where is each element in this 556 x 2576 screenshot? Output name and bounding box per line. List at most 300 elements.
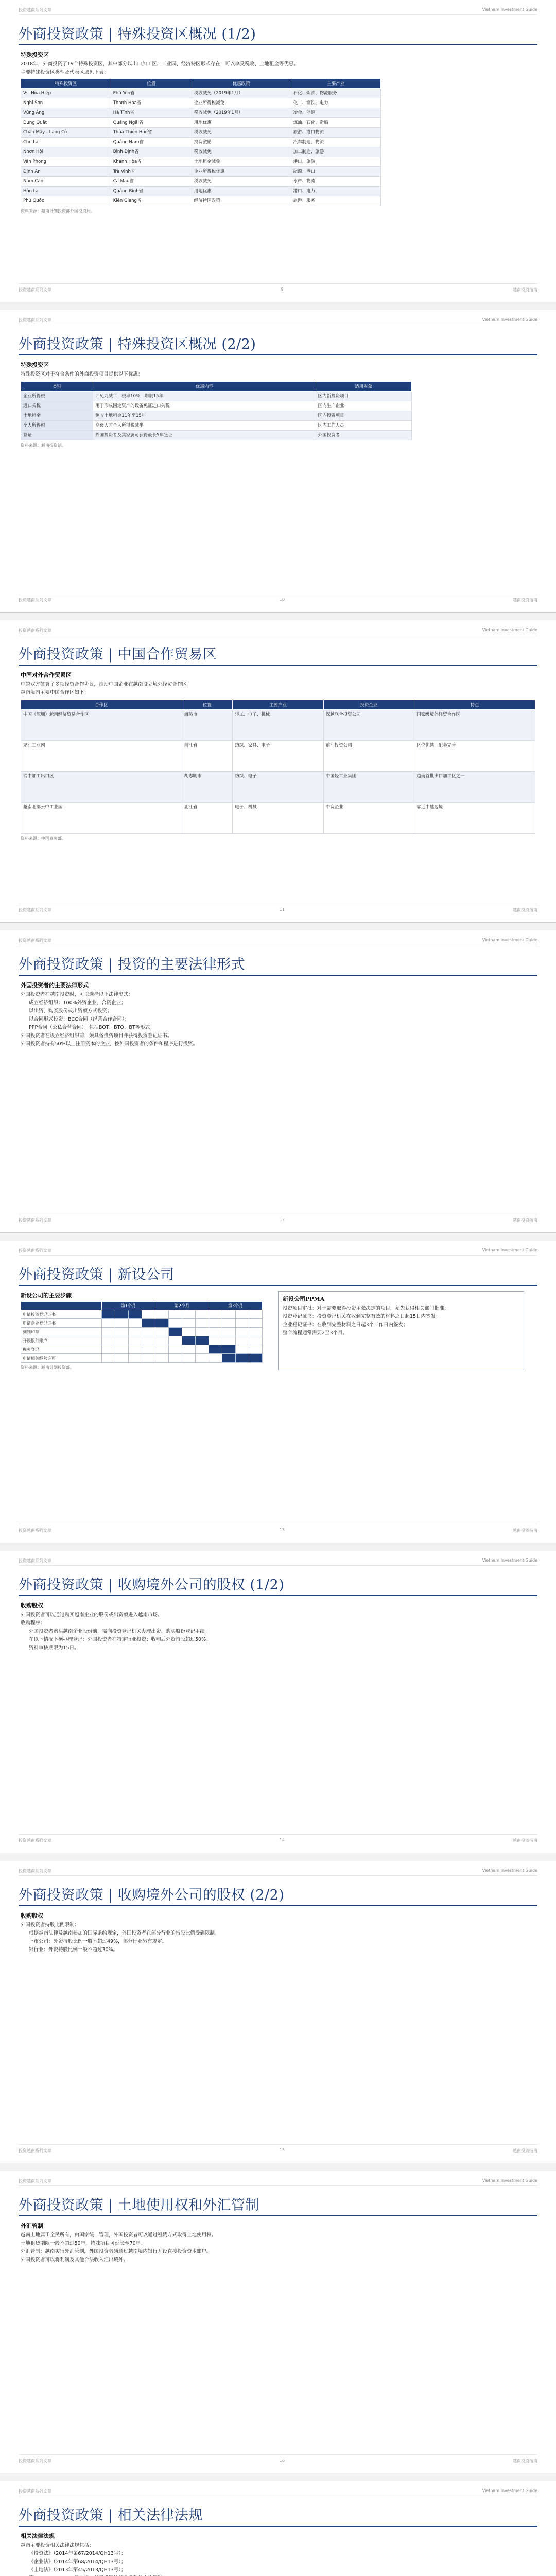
header-divider: [19, 1875, 537, 1876]
gantt-cell: [182, 1336, 195, 1345]
cell: 签证: [21, 431, 93, 440]
header-divider: [19, 2185, 537, 2186]
slide-body: [21, 1601, 535, 1653]
cell: Hà Tĩnh省: [111, 108, 192, 118]
header-left: 投资越南系列文章: [19, 1869, 51, 1873]
slide-2: [0, 310, 556, 613]
table-row: [21, 1354, 263, 1363]
step-label: 税务登记: [21, 1345, 102, 1354]
cell: 免收土地租金11年至15年: [93, 411, 316, 421]
cell: Năm Căn: [21, 177, 111, 187]
incentives-table: [21, 381, 412, 440]
bullet: 主要特殊投资区类型及代表区域见下表：: [21, 70, 109, 75]
bullet: 越南境内主要中国合作区如下：: [21, 690, 90, 696]
table-row: [21, 710, 535, 741]
cell: 轻工、电子、机械: [233, 710, 323, 741]
ppma-panel: [278, 1291, 524, 1370]
cell: Bình Định省: [111, 147, 192, 157]
cell: 越南首批出口加工区之一: [414, 772, 535, 803]
cell: Chu Lai: [21, 138, 111, 147]
step-label: 开设银行账户: [21, 1336, 102, 1345]
slide-header: [19, 1248, 537, 1253]
slide-header: [19, 7, 537, 13]
cell: 企业所得税优惠: [192, 167, 291, 177]
title-divider: [19, 665, 537, 666]
cell: 铃中加工出口区: [21, 772, 182, 803]
cell: 纺织、家具、电子: [233, 741, 323, 772]
cell: 冶金、能源: [291, 108, 380, 118]
col-header: 位置: [111, 79, 192, 89]
bullet: 《土地法》（2013年第45/2013/QH13号）；: [29, 2567, 126, 2573]
gantt-cell: [102, 1345, 115, 1354]
section-heading: 相关法律法规: [21, 2533, 55, 2539]
slide-title: 外商投资政策 | 土地使用权和外汇管制: [19, 2197, 259, 2213]
cell: 龙江工业园: [21, 741, 182, 772]
table-row: [21, 89, 381, 98]
gantt-cell: [115, 1336, 128, 1345]
gantt-cell: [128, 1319, 142, 1328]
cell: Quảng Ngãi省: [111, 118, 192, 128]
slide-title: 外商投资政策 | 特殊投资区概况 (2/2): [19, 336, 256, 352]
gantt-cell: [195, 1336, 208, 1345]
header-right: Vietnam Investment Guide: [482, 628, 537, 632]
gantt-cell: [195, 1310, 208, 1319]
gantt-cell: [128, 1354, 142, 1363]
header-right: Vietnam Investment Guide: [482, 2178, 537, 2183]
cell: 炼油、石化、造船: [291, 118, 380, 128]
cell: 中国（深圳）越南经济贸易合作区: [21, 710, 182, 741]
cell: Vân Phong: [21, 157, 111, 167]
gantt-cell: [128, 1336, 142, 1345]
cell: 石化、炼油、物流服务: [291, 89, 380, 98]
cell: Nghi Sơn: [21, 98, 111, 108]
slide-title: 外商投资政策 | 中国合作贸易区: [19, 647, 217, 663]
cell: 加工制造、旅游: [291, 147, 380, 157]
header-right: Vietnam Investment Guide: [482, 2488, 537, 2493]
gantt-cell: [182, 1354, 195, 1363]
gantt-cell: [235, 1354, 249, 1363]
gantt-cell: [142, 1328, 155, 1336]
source-note: 资料来源：越南计划投资部外国投资局。: [21, 209, 95, 213]
table-row: [21, 196, 381, 206]
header-right: Vietnam Investment Guide: [482, 317, 537, 322]
slide-body: [21, 2532, 535, 2576]
bullet: 特殊投资区对于符合条件的外商投资项目提供以下优惠：: [21, 371, 143, 377]
section-heading: 收购股权: [21, 1912, 43, 1919]
panel-title: 新设公司PPMA: [283, 1296, 325, 1302]
bullet: 土地租赁期限一般不超过50年，特殊项目可延长至70年。: [21, 2241, 146, 2246]
bullet: 成立经济组织：100%外资企业、合资企业；: [29, 1000, 126, 1006]
gantt-cell: [249, 1336, 262, 1345]
page-number: 11: [279, 907, 285, 912]
slide-footer: [19, 283, 537, 293]
footer-right: 越南投资指南: [513, 2148, 537, 2153]
gantt-cell: [208, 1328, 222, 1336]
gantt-cell: [222, 1336, 235, 1345]
gantt-cell: [115, 1310, 128, 1319]
cell: 税收减免（2019年1月）: [192, 89, 291, 98]
col-header: 投资企业: [323, 700, 414, 710]
cell: Phú Yên省: [111, 89, 192, 98]
slide-footer: [19, 1214, 537, 1223]
step-label: 申请相关经营许可: [21, 1354, 102, 1363]
bullet: 投资项目审批：对于需要取得投资主张决定的项目，须先获得相关部门批准；: [283, 1306, 449, 1311]
china-zones-table: [21, 700, 535, 834]
cell: Thanh Hóa省: [111, 98, 192, 108]
gantt-cell: [155, 1328, 168, 1336]
table-row: [21, 1319, 263, 1328]
gantt-cell: [195, 1354, 208, 1363]
slide-footer: [19, 1834, 537, 1843]
slide-8: [0, 2171, 556, 2473]
header-right: Vietnam Investment Guide: [482, 1868, 537, 1873]
col-header: 第2个月: [155, 1302, 208, 1310]
gantt-cell: [142, 1310, 155, 1319]
bullet: 《企业法》（2014年第68/2014/QH13号）；: [29, 2559, 126, 2565]
gantt-cell: [102, 1336, 115, 1345]
cell: 税收减免: [192, 147, 291, 157]
header-left: 投资越南系列文章: [19, 318, 51, 323]
col-header: 特点: [414, 700, 535, 710]
header-left: 投资越南系列文章: [19, 8, 51, 12]
bullet: 以出资、购买股份或出资额方式投资；: [29, 1008, 112, 1014]
slide-9: [0, 2481, 556, 2576]
bullet: 外汇管制：越南实行外汇管制，外国投资者须通过越南境内银行开设直接投资资本账户。: [21, 2249, 212, 2255]
cell: 用于形成固定资产的设备免征进口关税: [93, 401, 316, 411]
cell: 深越联合投资公司: [323, 710, 414, 741]
bullet: 外国投资者持有50%以上注册资本的企业，按外国投资者的条件和程序进行投资。: [21, 1041, 198, 1047]
gantt-cell: [208, 1310, 222, 1319]
col-header: 优惠政策: [192, 79, 291, 89]
bullet: 企业登记证书：在收到完整材料之日起3个工作日内签发；: [283, 1322, 408, 1328]
table-row: [21, 157, 381, 167]
gantt-cell: [235, 1310, 249, 1319]
gantt-cell: [142, 1336, 155, 1345]
slide-header: [19, 938, 537, 943]
cell: Chân Mây - Lăng Cô: [21, 128, 111, 138]
slide-header: [19, 1868, 537, 1874]
bullet: 银行业：外资持股比例一般不超过30%。: [29, 1947, 118, 1953]
gantt-cell: [249, 1310, 262, 1319]
cell: 水产、物流: [291, 177, 380, 187]
footer-left: 投资越南系列文章: [19, 1838, 51, 1843]
table-row: [21, 401, 412, 411]
footer-right: 越南投资指南: [513, 598, 537, 602]
bullet: 外国投资者可以将利润及其他合法收入汇出境外。: [21, 2257, 129, 2263]
cell: 投资激励: [192, 138, 291, 147]
section-heading: 特殊投资区: [21, 52, 49, 58]
cell: 税收减免: [192, 177, 291, 187]
bullet: PPP合同（公私合营合同）：包括BOT、BTO、BT等形式。: [29, 1025, 155, 1030]
slide-body: [21, 361, 535, 448]
title-divider: [19, 2215, 537, 2216]
gantt-cell: [168, 1354, 182, 1363]
slide-body: [21, 981, 535, 1049]
cell: Định An: [21, 167, 111, 177]
table-row: [21, 1336, 263, 1345]
header-right: Vietnam Investment Guide: [482, 1248, 537, 1252]
cell: 区位优越，配套完善: [414, 741, 535, 772]
gantt-cell: [168, 1336, 182, 1345]
footer-left: 投资越南系列文章: [19, 1528, 51, 1533]
header-divider: [19, 1255, 537, 1256]
gantt-cell: [142, 1319, 155, 1328]
header-left: 投资越南系列文章: [19, 2179, 51, 2183]
gantt-cell: [195, 1345, 208, 1354]
cell: 中国轻工业集团: [323, 772, 414, 803]
bullet: 中越双方签署了多项经贸合作协议，推动中国企业在越南设立境外经贸合作区。: [21, 682, 192, 687]
footer-right: 越南投资指南: [513, 1218, 537, 1223]
gantt-cell: [235, 1319, 249, 1328]
page-number: 10: [279, 597, 285, 602]
col-header: 第1个月: [102, 1302, 155, 1310]
cell: 外国投资者及其家属可获得最长5年签证: [93, 431, 316, 440]
table-row: [21, 411, 412, 421]
gantt-cell: [168, 1319, 182, 1328]
header-left: 投资越南系列文章: [19, 1248, 51, 1253]
cell: Thừa Thiên Huế省: [111, 128, 192, 138]
gantt-cell: [155, 1310, 168, 1319]
gantt-cell: [142, 1345, 155, 1354]
slide-header: [19, 2488, 537, 2494]
gantt-cell: [249, 1319, 262, 1328]
gantt-cell: [208, 1345, 222, 1354]
timeline-panel: [21, 1291, 263, 1370]
slide-header: [19, 2178, 537, 2184]
cell: 旅游、服务: [291, 196, 380, 206]
page-number: 12: [279, 1217, 285, 1222]
col-header: 特殊投资区: [21, 79, 111, 89]
table-row: [21, 1328, 263, 1336]
slide-footer: [19, 594, 537, 603]
section-heading: 特殊投资区: [21, 362, 49, 368]
slide-title: 外商投资政策 | 收购境外公司的股权 (1/2): [19, 1577, 285, 1593]
footer-right: 越南投资指南: [513, 1838, 537, 1843]
cell: 北江省: [182, 803, 233, 834]
cell: 用地优惠: [192, 187, 291, 196]
table-row: [21, 741, 535, 772]
step-label: 申请投资登记证书: [21, 1310, 102, 1319]
gantt-cell: [115, 1328, 128, 1336]
gantt-cell: [115, 1354, 128, 1363]
gantt-cell: [128, 1345, 142, 1354]
cell: 电子、机械: [233, 803, 323, 834]
col-header: 主要产业: [233, 700, 323, 710]
cell: 企业所得税: [21, 392, 93, 401]
header-right: Vietnam Investment Guide: [482, 7, 537, 12]
header-left: 投资越南系列文章: [19, 2489, 51, 2494]
cell: 能源、港口: [291, 167, 380, 177]
gantt-cell: [128, 1328, 142, 1336]
cell: 区内工作人员: [316, 421, 411, 431]
gantt-cell: [168, 1328, 182, 1336]
cell: 港口、旅游: [291, 157, 380, 167]
bullet: 根据越南法律及越南参加的国际条约规定，外国投资者在部分行业的持股比例受到限制。: [29, 1930, 220, 1936]
gantt-cell: [115, 1345, 128, 1354]
footer-left: 投资越南系列文章: [19, 598, 51, 602]
bullet: 上市公司：外资持股比例一般不超过49%，部分行业另有规定。: [29, 1939, 167, 1944]
cell: 旅游、港口物流: [291, 128, 380, 138]
bullet: 《投资法》（2014年第67/2014/QH13号）；: [29, 2551, 126, 2556]
col-header: 优惠内容: [93, 382, 316, 392]
cell: Cà Mau省: [111, 177, 192, 187]
bullet: 以合同形式投资：BCC合同（经营合作合同）；: [29, 1016, 130, 1022]
gantt-cell: [222, 1319, 235, 1328]
table-row: [21, 187, 381, 196]
gantt-cell: [182, 1328, 195, 1336]
cell: Phú Quốc: [21, 196, 111, 206]
section-heading: 外国投资者的主要法律形式: [21, 982, 89, 989]
table-row: [21, 167, 381, 177]
bullet: 整个流程通常需要2至3个月。: [283, 1330, 348, 1336]
title-divider: [19, 1595, 537, 1596]
gantt-cell: [155, 1345, 168, 1354]
gantt-cell: [235, 1336, 249, 1345]
footer-left: 投资越南系列文章: [19, 2459, 51, 2463]
title-divider: [19, 975, 537, 976]
table-row: [21, 118, 381, 128]
cell: 外国投资者: [316, 431, 411, 440]
slide-footer: [19, 2144, 537, 2154]
bullet: 资料审核期限为15日。: [29, 1645, 79, 1651]
page-number: 16: [279, 2458, 285, 2463]
cell: 高级人才个人所得税减半: [93, 421, 316, 431]
col-header: [21, 1302, 102, 1310]
section-heading: 外汇管制: [21, 2223, 43, 2229]
cell: 经济特区政策: [192, 196, 291, 206]
cell: Vsi Hòa Hiệp: [21, 89, 111, 98]
slide-header: [19, 1558, 537, 1564]
header-divider: [19, 1565, 537, 1566]
page-number: 15: [279, 2148, 285, 2153]
gantt-cell: [115, 1319, 128, 1328]
slide-1: [0, 0, 556, 302]
slide-3: [0, 620, 556, 923]
table-row: [21, 177, 381, 187]
slide-body: [21, 1291, 535, 1370]
bullet: 外国投资者持股比例限制：: [21, 1922, 80, 1928]
cell: 四免九减半；税率10%，期限15年: [93, 392, 316, 401]
cell: 国家级境外经贸合作区: [414, 710, 535, 741]
cell: Khánh Hòa省: [111, 157, 192, 167]
source-note: 资料来源：越南投资法。: [21, 443, 66, 448]
cell: 前江投资公司: [323, 741, 414, 772]
slide-title: 外商投资政策 | 投资的主要法律形式: [19, 957, 246, 973]
cell: 胡志明市: [182, 772, 233, 803]
footer-left: 投资越南系列文章: [19, 908, 51, 912]
slide-5: [0, 1241, 556, 1543]
gantt-cell: [208, 1319, 222, 1328]
cell: Hòn La: [21, 187, 111, 196]
footer-left: 投资越南系列文章: [19, 1218, 51, 1223]
gantt-cell: [102, 1319, 115, 1328]
slide-title: 外商投资政策 | 相关法律法规: [19, 2507, 203, 2523]
table-row: [21, 108, 381, 118]
slide-7: [0, 1861, 556, 2163]
col-header: 主要产业: [291, 79, 380, 89]
gantt-cell: [195, 1319, 208, 1328]
title-divider: [19, 354, 537, 355]
gantt-cell: [142, 1354, 155, 1363]
header-left: 投资越南系列文章: [19, 1558, 51, 1563]
gantt-cell: [222, 1345, 235, 1354]
cell: Trà Vinh省: [111, 167, 192, 177]
gantt-cell: [235, 1345, 249, 1354]
page-number: 14: [279, 1838, 285, 1842]
footer-right: 越南投资指南: [513, 2459, 537, 2463]
cell: 进口关税: [21, 401, 93, 411]
bullet: 外国投资者在设立经济组织前，须具备投资项目并获得投资登记证书。: [21, 1033, 172, 1039]
bullet: 投资登记证书：投资登记机关在收到完整有效的材料之日起15日内签发；: [283, 1314, 441, 1319]
table-row: [21, 803, 535, 834]
step-label: 申请企业登记证书: [21, 1319, 102, 1328]
gantt-cell: [222, 1310, 235, 1319]
timeline-grid: [21, 1301, 263, 1363]
section-heading: 中国对外合作贸易区: [21, 672, 72, 679]
bullet: 2018年，外商投资了19个特殊投资区，其中部分以出口加工区、工业园、经济特区形式存在，可以享受税收、土地租金等优惠。: [21, 61, 299, 67]
cell: 土地租金: [21, 411, 93, 421]
step-label: 刻制印章: [21, 1328, 102, 1336]
cell: 个人所得税: [21, 421, 93, 431]
gantt-cell: [168, 1345, 182, 1354]
table-row: [21, 772, 535, 803]
slide-6: [0, 1551, 556, 1853]
cell: Nhơn Hội: [21, 147, 111, 157]
cell: 前江省: [182, 741, 233, 772]
gantt-cell: [195, 1328, 208, 1336]
bullet: 外国投资者在越南投资时，可以选择以下法律形式：: [21, 992, 133, 997]
table-row: [21, 138, 381, 147]
cell: 汽车制造、物流: [291, 138, 380, 147]
panel-title: 新设公司的主要步骤: [21, 1292, 72, 1299]
table-row: [21, 421, 412, 431]
cell: Quảng Nam省: [111, 138, 192, 147]
table-row: [21, 128, 381, 138]
col-header: 适用对象: [316, 382, 411, 392]
table-row: [21, 147, 381, 157]
cell: 海防市: [182, 710, 233, 741]
cell: 越南北部云中工业园: [21, 803, 182, 834]
gantt-cell: [155, 1354, 168, 1363]
cell: 港口、电力: [291, 187, 380, 196]
title-divider: [19, 2526, 537, 2527]
bullet: 越南土地属于全民所有，由国家统一管理，外国投资者可以通过租赁方式取得土地使用权。: [21, 2232, 217, 2238]
page-number: 9: [281, 287, 284, 292]
cell: 土地租金减免: [192, 157, 291, 167]
source-note: 资料来源：中国商务部。: [21, 836, 66, 841]
gantt-cell: [155, 1336, 168, 1345]
slide-footer: [19, 904, 537, 913]
gantt-cell: [168, 1310, 182, 1319]
cell: Kiên Giang省: [111, 196, 192, 206]
slide-footer: [19, 2454, 537, 2464]
footer-left: 投资越南系列文章: [19, 287, 51, 292]
gantt-cell: [208, 1336, 222, 1345]
slide-title: 外商投资政策 | 特殊投资区概况 (1/2): [19, 26, 256, 42]
section-heading: 收购股权: [21, 1602, 43, 1609]
footer-right: 越南投资指南: [513, 908, 537, 912]
cell: 区内新投资项目: [316, 392, 411, 401]
bullet: 收购程序：: [21, 1620, 45, 1626]
gantt-cell: [222, 1328, 235, 1336]
table-row: [21, 431, 412, 440]
slide-title: 外商投资政策 | 收购境外公司的股权 (2/2): [19, 1887, 285, 1903]
bullet: 外国投资者购买越南企业股份前，需向投资登记机关办理出资、购买股份登记手续。: [29, 1629, 210, 1634]
title-divider: [19, 1905, 537, 1906]
header-right: Vietnam Investment Guide: [482, 938, 537, 942]
slide-body: [21, 2222, 535, 2265]
col-header: 合作区: [21, 700, 182, 710]
